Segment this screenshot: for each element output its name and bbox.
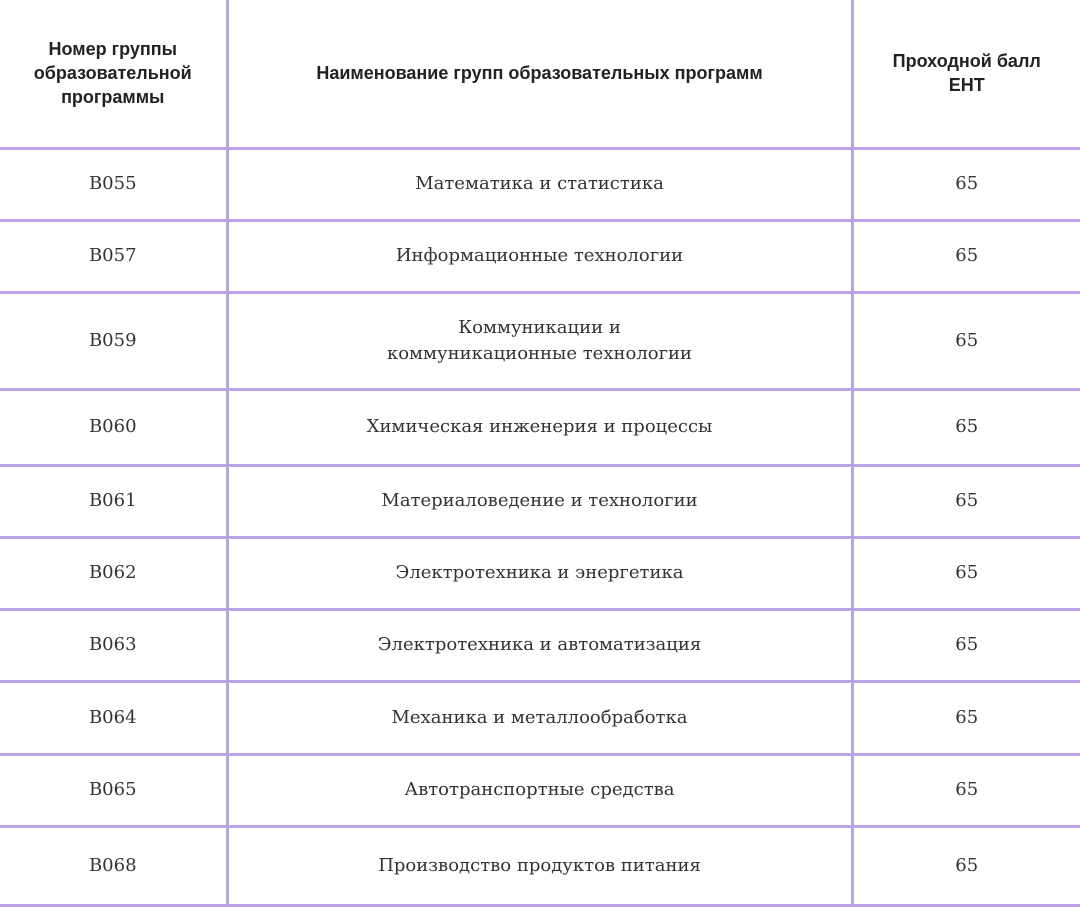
row-name-cell: Автотранспортные средства — [227, 754, 852, 826]
row-code-cell: B063 — [0, 609, 227, 681]
row-code-cell: B062 — [0, 537, 227, 609]
row-name-label: Коммуникации и коммуникационные технологии — [386, 316, 693, 364]
table-row — [0, 389, 1080, 465]
header-cell-code — [0, 0, 227, 148]
row-score-cell: 65 — [852, 681, 1080, 754]
table-header-row — [0, 0, 1080, 148]
row-code-cell: B064 — [0, 681, 227, 754]
row-name-cell: Материаловедение и технологии — [227, 465, 852, 537]
row-name-cell — [227, 292, 852, 389]
header-cell-score — [852, 0, 1080, 148]
table-row — [0, 465, 1080, 537]
row-score-cell: 65 — [852, 292, 1080, 389]
table-row — [0, 220, 1080, 292]
header-name-label: Наименование групп образовательных программ — [316, 63, 763, 84]
row-score-cell: 65 — [852, 389, 1080, 465]
row-score-cell: 65 — [852, 220, 1080, 292]
row-name-cell: Химическая инженерия и процессы — [227, 389, 852, 465]
row-name-cell: Механика и металлообработка — [227, 681, 852, 754]
row-score-cell: 65 — [852, 609, 1080, 681]
row-score-cell: 65 — [852, 465, 1080, 537]
row-code-cell: B060 — [0, 389, 227, 465]
header-cell-name — [227, 0, 852, 148]
table-row — [0, 826, 1080, 905]
row-name-cell: Информационные технологии — [227, 220, 852, 292]
row-name-cell: Математика и статистика — [227, 148, 852, 220]
table-row — [0, 609, 1080, 681]
row-name-cell: Электротехника и энергетика — [227, 537, 852, 609]
row-score-cell: 65 — [852, 537, 1080, 609]
table-row — [0, 148, 1080, 220]
row-name-cell: Производство продуктов питания — [227, 826, 852, 905]
table-row — [0, 754, 1080, 826]
table-row — [0, 292, 1080, 389]
row-name-cell: Электротехника и автоматизация — [227, 609, 852, 681]
row-code-cell: B068 — [0, 826, 227, 905]
row-code-cell: B059 — [0, 292, 227, 389]
row-score-cell: 65 — [852, 754, 1080, 826]
row-code-cell: B065 — [0, 754, 227, 826]
row-score-cell: 65 — [852, 826, 1080, 905]
row-code-cell: B061 — [0, 465, 227, 537]
row-code-cell: B057 — [0, 220, 227, 292]
row-score-cell: 65 — [852, 148, 1080, 220]
header-score-label: Проходной балл ЕНТ — [892, 51, 1041, 96]
table-row — [0, 681, 1080, 754]
header-code-label: Номер группы образовательной программы — [33, 39, 192, 108]
row-code-cell: B055 — [0, 148, 227, 220]
table-row — [0, 537, 1080, 609]
